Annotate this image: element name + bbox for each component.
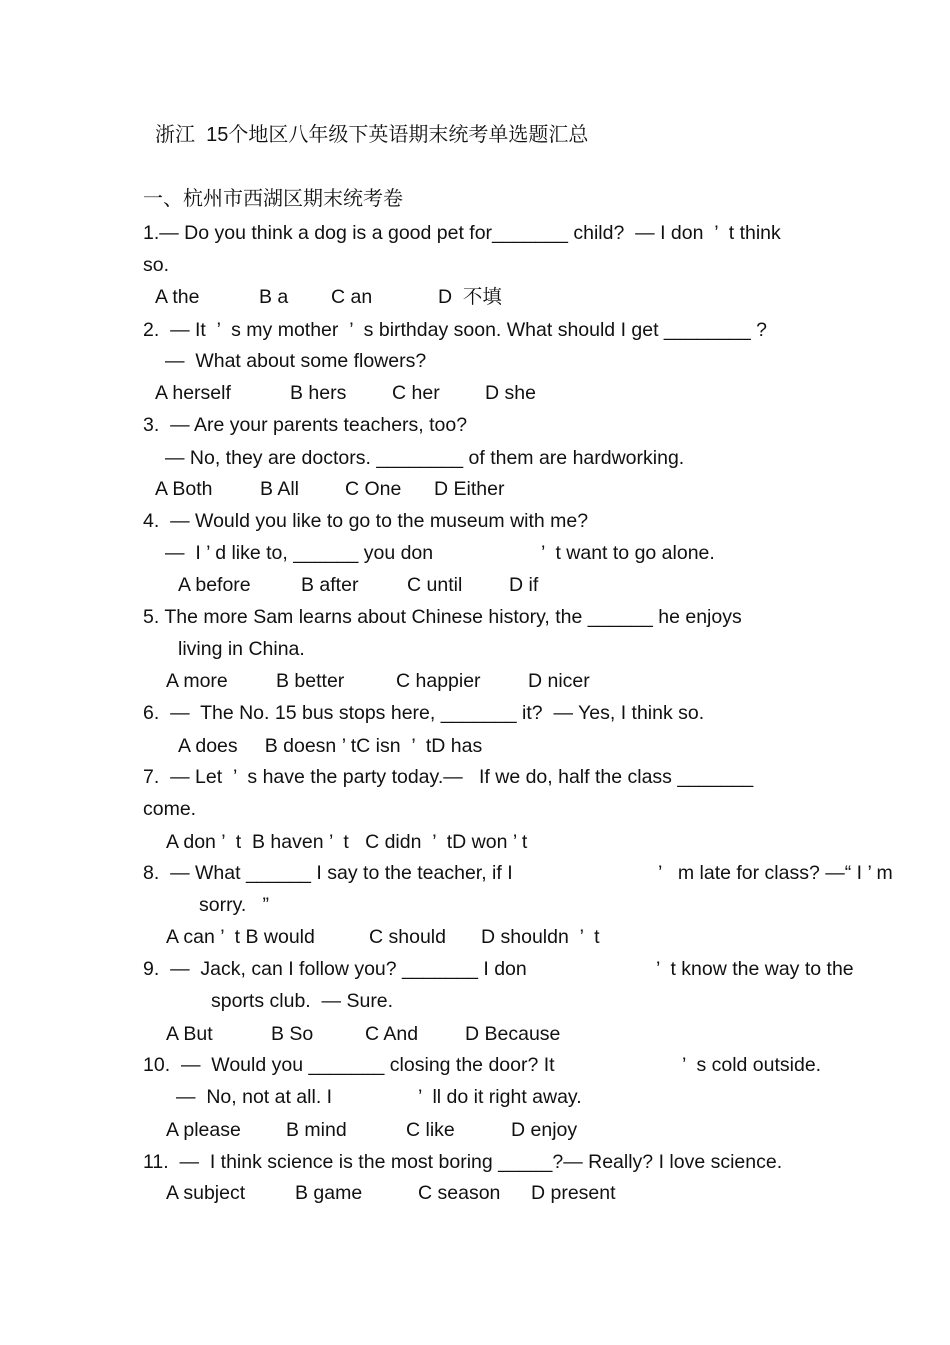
question-5-option-b: B better [276,670,345,692]
question-9-stem-part1: 9. — Jack, can I follow you? _______ I don [143,958,527,980]
question-10-response-part2: ’ ll do it right away. [418,1086,582,1108]
question-3-option-d: D Either [434,478,505,500]
question-5-stem-continued: living in China. [178,638,305,660]
question-2-option-b: B hers [290,382,347,404]
question-2-stem: 2. — It ’ s my mother ’ s birthday soon. What should I get ________ ? [143,319,767,341]
question-10-option-a: A please [166,1119,241,1141]
question-8-stem-continued: sorry. ” [199,894,270,916]
question-3-option-b: B All [260,478,300,500]
question-11-option-a: A subject [166,1182,246,1204]
question-11-option-b: B game [295,1182,363,1204]
question-7-options: A don ’ t B haven ’ t C didn ’ tD won ’ t [166,831,528,853]
question-1-option-d: D 不填 [438,286,502,308]
question-10-response-part1: — No, not at all. I [176,1086,333,1108]
question-9-option-d: D Because [465,1023,561,1045]
question-6-stem: 6. — The No. 15 bus stops here, _______ it? — Yes, I think so. [143,702,705,724]
question-4-response-part1: — I ’ d like to, ______ you don [165,542,434,564]
question-7-stem-continued: come. [143,798,197,820]
question-8-stem-part1: 8. — What ______ I say to the teacher, if I [143,862,513,884]
question-3-option-a: A Both [155,478,213,500]
question-9-stem-continued: sports club. — Sure. [211,990,394,1012]
question-1-option-a: A the [155,286,200,308]
question-5-option-c: C happier [396,670,481,692]
question-3-stem: 3. — Are your parents teachers, too? [143,414,468,436]
section-heading: 一、杭州市西湖区期末统考卷 [143,188,403,210]
question-7-stem: 7. — Let ’ s have the party today.— If we do, half the class _______ [143,766,754,788]
question-1-option-c: C an [331,286,373,308]
question-9-option-a: A But [166,1023,213,1045]
question-11-stem: 11. — I think science is the most boring _____?— Really? I love science. [143,1151,783,1173]
question-3-response: — No, they are doctors. ________ of them are hardworking. [165,447,685,469]
question-10-stem-part2: ’ s cold outside. [682,1054,822,1076]
question-4-option-d: D if [509,574,539,596]
question-2-option-d: D she [485,382,536,404]
question-9-stem-part2: ’ t know the way to the [656,958,854,980]
question-1-option-b: B a [259,286,289,308]
question-11-option-d: D present [531,1182,616,1204]
question-4-option-a: A before [178,574,251,596]
question-4-option-c: C until [407,574,463,596]
question-8-stem-part2: ’ m late for class? —“ I ’ m [658,862,893,884]
question-8-option-c: C should [369,926,446,948]
document-title: 浙江 15个地区八年级下英语期末统考单选题汇总 [155,124,589,146]
question-6-options: A does B doesn ’ tC isn ’ tD has [178,735,483,757]
question-5-option-a: A more [166,670,228,692]
question-10-option-d: D enjoy [511,1119,578,1141]
question-5-stem: 5. The more Sam learns about Chinese history, the ______ he enjoys [143,606,742,628]
question-3-option-c: C One [345,478,402,500]
question-10-option-b: B mind [286,1119,347,1141]
question-10-stem-part1: 10. — Would you _______ closing the door? It [143,1054,555,1076]
question-1-stem: 1.— Do you think a dog is a good pet for_______ child? — I don ’ t think [143,222,781,244]
question-4-option-b: B after [301,574,359,596]
question-5-option-d: D nicer [528,670,590,692]
question-4-stem: 4. — Would you like to go to the museum with me? [143,510,589,532]
question-8-option-ab: A can ’ t B would [166,926,315,948]
question-10-option-c: C like [406,1119,455,1141]
question-8-option-d: D shouldn ’ t [481,926,600,948]
question-4-response-part2: ’ t want to go alone. [541,542,715,564]
question-2-option-a: A herself [155,382,231,404]
question-2-response: — What about some flowers? [165,350,427,372]
question-9-option-b: B So [271,1023,314,1045]
question-2-option-c: C her [392,382,440,404]
question-11-option-c: C season [418,1182,501,1204]
question-9-option-c: C And [365,1023,419,1045]
question-1-stem-continued: so. [143,254,170,276]
